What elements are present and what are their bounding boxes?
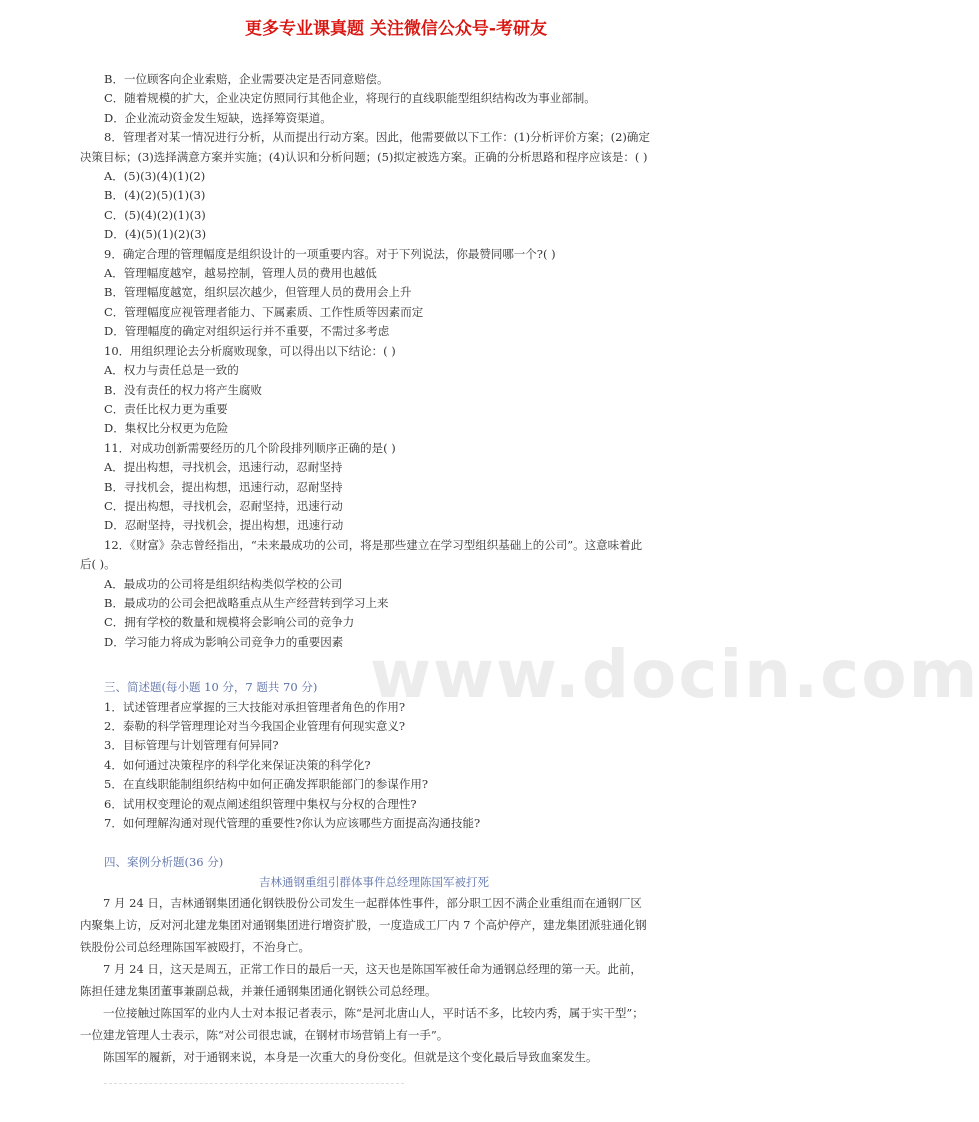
list-item: 5．在直线职能制组织结构中如何正确发挥职能部门的参谋作用? (104, 777, 428, 792)
question-stem-continued: 后( )。 (80, 557, 116, 572)
option-line: C．随着规模的扩大，企业决定仿照同行其他企业，将现行的直线职能型组织结构改为事业部制。 (104, 91, 596, 106)
list-item: 7．如何理解沟通对现代管理的重要性?你认为应该哪些方面提高沟通技能? (104, 816, 481, 831)
option-line: A．权力与责任总是一致的 (104, 363, 239, 378)
option-line: A．(5)(3)(4)(1)(2) (104, 169, 206, 184)
paragraph-line: 一位建龙管理人士表示，陈“对公司很忠诚，在钢材市场营销上有一手”。 (80, 1028, 449, 1043)
question-stem: 8．管理者对某一情况进行分析，从而提出行动方案。因此，他需要做以下工作：(1)分析评价方案；(2)确定 (104, 130, 650, 145)
paragraph-line: 陈国军的履新，对于通钢来说，本身是一次重大的身份变化。但就是这个变化最后导致血案发生。 (80, 1050, 598, 1065)
option-line: A．提出构想，寻找机会，迅速行动，忍耐坚持 (104, 460, 343, 475)
option-line: B．最成功的公司会把战略重点从生产经营转到学习上来 (104, 595, 389, 610)
case-title: 吉林通钢重组引群体事件总经理陈国军被打死 (259, 874, 489, 889)
option-line: A．管理幅度越窄，越易控制，管理人员的费用也越低 (104, 266, 377, 281)
list-item: 1．试述管理者应掌握的三大技能对承担管理者角色的作用? (104, 699, 405, 714)
section-title: 四、案例分析题(36 分) (104, 855, 224, 870)
option-line: C．(5)(4)(2)(1)(3) (104, 207, 206, 222)
watermark: www.docin.com (370, 636, 979, 713)
paragraph-line: 一位接触过陈国军的业内人士对本报记者表示，陈“是河北唐山人，平时话不多，比较内秀，属于实干型”； (80, 1006, 644, 1021)
option-line: C．拥有学校的数量和规模将会影响公司的竞争力 (104, 615, 355, 630)
question-stem: 9．确定合理的管理幅度是组织设计的一项重要内容。对于下列说法，你最赞同哪一个?( ) (104, 246, 556, 261)
option-line: D．管理幅度的确定对组织运行并不重要，不需过多考虑 (104, 324, 390, 339)
question-stem-continued: 决策目标；(3)选择满意方案并实施；(4)认识和分析问题；(5)拟定被选方案。正确的分析思路和程序应该是：( ) (80, 149, 648, 164)
page-header: 更多专业课真题 关注微信公众号-考研友 (245, 19, 547, 39)
option-line: B．寻找机会，提出构想，迅速行动，忍耐坚持 (104, 479, 343, 494)
question-stem: 11．对成功创新需要经历的几个阶段排列顺序正确的是( ) (104, 440, 396, 455)
option-line: D．忍耐坚持，寻找机会，提出构想，迅速行动 (104, 518, 344, 533)
option-line: B．(4)(2)(5)(1)(3) (104, 188, 206, 203)
option-line: D．企业流动资金发生短缺，选择筹资渠道。 (104, 110, 332, 125)
option-line: C．责任比权力更为重要 (104, 401, 228, 416)
document-body (80, 70, 724, 1068)
list-item: 6．试用权变理论的观点阐述组织管理中集权与分权的合理性? (104, 796, 417, 811)
page-divider (104, 1083, 404, 1084)
list-item: 3．目标管理与计划管理有何异同? (104, 738, 279, 753)
question-stem: 12．《财富》杂志曾经指出，“未来最成功的公司，将是那些建立在学习型组织基础上的公司”。这意味着此 (104, 537, 643, 552)
paragraph-line: 铁股份公司总经理陈国军被殴打，不治身亡。 (80, 940, 310, 955)
option-line: A．最成功的公司将是组织结构类似学校的公司 (104, 576, 343, 591)
paragraph-line: 7 月 24 日，吉林通钢集团通化钢铁股份公司发生一起群体性事件，部分职工因不满企业重组而在通钢厂区 (80, 896, 642, 911)
option-line: C．提出构想，寻找机会，忍耐坚持，迅速行动 (104, 498, 343, 513)
paragraph-line: 陈担任建龙集团董事兼副总裁，并兼任通钢集团通化钢铁公司总经理。 (80, 984, 437, 999)
section-title: 三、简述题(每小题 10 分，7 题共 70 分) (104, 680, 318, 695)
paragraph-line: 内聚集上访，反对河北建龙集团对通钢集团进行增资扩股，一度造成工厂内 7 个高炉停产，建龙集团派驻通化钢 (80, 918, 647, 933)
option-line: D．(4)(5)(1)(2)(3) (104, 227, 207, 242)
option-line: B．没有责任的权力将产生腐败 (104, 382, 262, 397)
option-line: C．管理幅度应视管理者能力、下属素质、工作性质等因素而定 (104, 304, 424, 319)
list-item: 2．泰勒的科学管理理论对当今我国企业管理有何现实意义? (104, 719, 405, 733)
list-item: 4．如何通过决策程序的科学化来保证决策的科学化? (104, 757, 371, 772)
option-line: B．管理幅度越宽，组织层次越少，但管理人员的费用会上升 (104, 285, 412, 300)
question-stem: 10．用组织理论去分析腐败现象，可以得出以下结论：( ) (104, 343, 396, 358)
option-line: D．学习能力将成为影响公司竞争力的重要因素 (104, 634, 344, 649)
option-line: D．集权比分权更为危险 (104, 421, 229, 436)
option-line: B．一位顾客向企业索赔，企业需要决定是否同意赔偿。 (104, 72, 389, 86)
paragraph-line: 7 月 24 日，这天是周五，正常工作日的最后一天，这天也是陈国军被任命为通钢总经理的第一天。此前， (80, 962, 642, 977)
